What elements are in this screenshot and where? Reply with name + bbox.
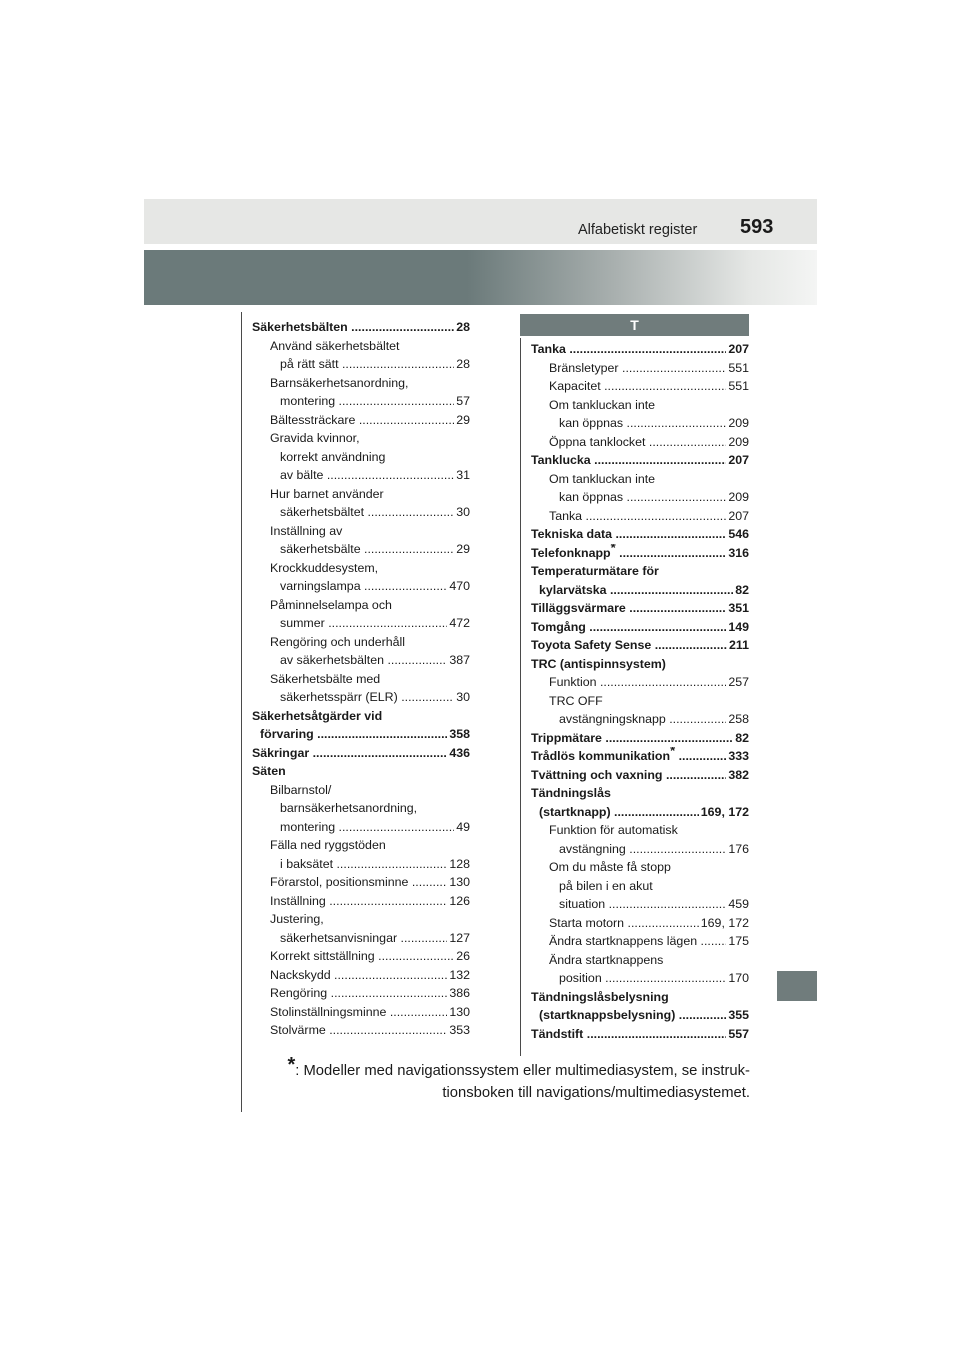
index-entry-page: 29 [454,540,470,559]
index-entry-term: säkerhetsbältet ..... [280,505,470,519]
index-entry [531,840,749,859]
index-entry-page: 258 [726,710,749,729]
index-entry [252,337,470,356]
index-entry-term: position ..... [559,971,749,985]
index-entry [531,488,749,507]
index-entry [252,577,470,596]
index-entry-term: av bälte ..... [280,468,470,482]
index-entry [531,636,749,655]
index-entry-term: Bränsletyper ..... [549,361,749,375]
index-entry-term: säkerhetsanvisningar ..... [280,931,470,945]
index-entry-page: 353 [447,1021,470,1040]
index-entry-page: 176 [726,840,749,859]
index-entry [531,525,749,544]
index-entry-page: 82 [733,581,749,600]
index-entry-term: avstängning ..... [559,842,749,856]
index-entry-term: Om tankluckan inte [549,397,656,412]
index-entry-term: Temperaturmätare för [531,564,659,578]
index-entry-page: 436 [447,744,470,763]
index-entry-page: 30 [454,688,470,707]
index-entry [252,947,470,966]
index-entry-page: 128 [447,855,470,874]
index-entry-page: 170 [726,969,749,988]
index-entry-page: 382 [726,766,749,785]
index-entry-term: säkerhetsspärr (ELR) ..... [280,690,470,704]
index-entry [252,374,470,393]
index-entry-term: Starta motorn ..... [549,916,749,930]
index-entry [531,858,749,877]
index-entry-term: Öppna tanklocket ..... [549,435,749,449]
index-entry-page: 551 [726,359,749,378]
index-entry-term: situation ..... [559,897,749,911]
index-entry-page: 57 [454,392,470,411]
index-entry [252,540,470,559]
index-entry [252,929,470,948]
index-entry-page: 132 [447,966,470,985]
index-entry-page: 28 [454,355,470,374]
index-entry-page: 175 [726,932,749,951]
index-entry-page: 546 [726,525,749,544]
index-entry-page: 207 [726,507,749,526]
index-entry-term: Justering, [270,912,324,926]
index-entry [531,821,749,840]
index-entry [252,744,470,763]
index-entry [252,707,470,726]
index-entry-term: summer ..... [280,616,470,630]
footnote-marker: * [670,747,676,758]
index-entry-term: Stolinställningsminne ..... [270,1005,470,1019]
index-entry [531,729,749,748]
footnote-marker: * [610,543,616,555]
index-entry-term: Tvättning och vaxning ..... [531,768,749,782]
index-entry [531,914,749,933]
index-entry-term: på rätt sätt ..... [280,357,470,371]
index-entry-term: montering ..... [280,820,470,834]
index-entry-page: 49 [454,818,470,837]
index-entry-page: 472 [447,614,470,633]
index-entry-page: 207 [726,451,749,470]
index-entry [531,655,749,674]
index-entry [531,951,749,970]
index-entry-term: Kapacitet ..... [549,379,749,393]
index-entry-term: Inställning ..... [270,894,470,908]
index-entry-term: Rengöring ..... [270,986,470,1000]
index-entry-term: Korrekt sittställning ..... [270,949,470,963]
index-entry-term: Funktion ..... [549,675,749,689]
index-entry-term: av säkerhetsbälten ..... [280,653,470,667]
index-entry-page: 557 [726,1025,749,1044]
index-entry [252,966,470,985]
index-entry-term: Krockkuddesystem, [270,560,379,575]
index-entry [531,1006,749,1025]
index-entry-term: Ändra startknappens [549,952,664,967]
index-entry-term: Om du måste få stopp [549,860,671,874]
index-entry [252,596,470,615]
index-entry [252,429,470,448]
index-entry-term: Säkerhetsbälten ..... [252,320,470,334]
index-entry-term: (startknappsbelysning) ..... [539,1008,749,1022]
index-entry-term: Gravida kvinnor, [270,431,360,445]
index-entry [531,562,749,581]
index-entry-page: 30 [454,503,470,522]
index-entry [531,618,749,637]
page-number: 593 [740,216,774,238]
index-entry [531,470,749,489]
index-entry [531,544,749,563]
section-letter-heading: T [520,314,749,336]
index-column-right [531,340,749,1043]
index-entry-term: Tanklucka ..... [531,453,749,467]
index-entry-term: Barnsäkerhetsanordning, [270,375,409,390]
index-entry [252,762,470,781]
footnote [252,1054,750,1104]
index-column-left [252,318,470,1040]
index-entry-term: Trådlös kommunikation [531,749,671,763]
index-entry-term: Tanka ..... [531,342,749,356]
index-entry-page: 333 [726,747,749,766]
footnote-mark: * [287,1054,296,1076]
index-entry [531,340,749,359]
index-entry-term: Förarstol, positionsminne ..... [270,875,470,889]
index-entry [531,581,749,600]
index-entry [252,910,470,929]
index-entry-term: Nackskydd ..... [270,968,470,982]
index-entry-page: 470 [447,577,470,596]
index-entry-term: Inställning av [270,523,343,538]
index-entry-page: 387 [447,651,470,670]
index-entry-page: 316 [726,544,749,563]
index-entry [531,692,749,711]
index-entry [531,932,749,951]
index-entry-term: avstängningsknapp ..... [559,712,749,726]
index-entry [531,766,749,785]
index-entry-term: Säkringar ..... [252,746,470,760]
index-entry-term: Tändstift ..... [531,1027,749,1041]
index-entry [531,747,749,766]
index-entry-page: 126 [447,892,470,911]
index-entry-term: säkerhetsbälte ..... [280,542,470,556]
index-entry [252,448,470,467]
index-entry [531,599,749,618]
index-entry-page: 358 [447,725,470,744]
index-entry-term: Tekniska data ..... [531,527,749,541]
index-entry-term: Om tankluckan inte [549,471,656,486]
index-entry-page: 355 [726,1006,749,1025]
index-entry-term: TRC (antispinnsystem) [531,656,666,671]
index-entry [252,799,470,818]
index-entry [252,466,470,485]
index-entry-page: 28 [454,318,470,337]
index-entry-page: 351 [726,599,749,618]
index-entry [252,392,470,411]
index-entry [531,377,749,396]
index-entry [252,503,470,522]
index-entry-page: 209 [726,414,749,433]
index-entry-page: 82 [733,729,749,748]
index-entry-page: 169, 172 [699,914,749,933]
index-entry [531,803,749,822]
index-entry-page: 386 [447,984,470,1003]
index-entry-term: Säkerhetsbälte med [270,671,381,686]
header-bar [144,199,817,244]
index-entry [531,433,749,452]
index-entry [531,451,749,470]
index-entry-term: Säkerhetsåtgärder vid [252,708,383,723]
index-entry-term: Funktion för automatisk [549,823,678,837]
index-entry [252,485,470,504]
index-entry [252,1021,470,1040]
index-entry-term: Tanka ..... [549,509,749,523]
index-entry [531,988,749,1007]
index-entry [252,651,470,670]
index-entry-page: 169, 172 [699,803,749,822]
index-entry-term: korrekt användning [280,449,386,464]
index-entry [252,836,470,855]
index-entry [252,633,470,652]
index-entry-page: 209 [726,488,749,507]
index-entry [252,670,470,689]
index-entry-page: 209 [726,433,749,452]
index-entry-term: Stolvärme ..... [270,1023,470,1037]
index-entry [252,559,470,578]
index-entry-page: 149 [726,618,749,637]
index-entry-term: på bilen i en akut [559,878,653,893]
index-entry [531,710,749,729]
index-entry-page: 207 [726,340,749,359]
index-entry [531,414,749,433]
index-entry [252,614,470,633]
index-entry-term: förvaring ..... [260,727,470,741]
index-entry-term: Bältessträckare ..... [270,413,470,427]
index-entry [252,1003,470,1022]
index-entry-term: Hur barnet använder [270,486,384,501]
index-entry [252,873,470,892]
index-entry-term: montering ..... [280,394,470,408]
index-entry [252,725,470,744]
index-entry-term: Tilläggsvärmare ..... [531,601,749,615]
footnote-line-2: tionsboken till navigations/multimediasystemet. [442,1085,750,1101]
index-entry [531,877,749,896]
index-entry-term: Fälla ned ryggstöden [270,838,386,852]
index-entry-term: Toyota Safety Sense ..... [531,638,749,652]
index-entry [252,318,470,337]
thumb-tab [777,971,817,1001]
index-entry [531,673,749,692]
index-entry-page: 551 [726,377,749,396]
index-entry-term: Bilbarnstol/ [270,782,332,797]
index-entry-page: 211 [727,636,749,655]
index-entry-page: 459 [726,895,749,914]
left-rule [241,312,242,1112]
index-entry-page: 257 [726,673,749,692]
index-entry [252,781,470,800]
index-entry-term: (startknapp) ..... [539,805,749,819]
index-entry-term: Säten [252,764,286,778]
index-entry [252,892,470,911]
index-entry-page: 31 [454,466,470,485]
index-entry-term: Tomgång ..... [531,620,749,634]
index-entry [252,855,470,874]
index-entry-page: 130 [447,1003,470,1022]
index-entry-term: kylarvätska ..... [539,583,749,597]
index-entry [531,1025,749,1044]
index-entry [252,688,470,707]
index-entry-term: Rengöring och underhåll [270,634,406,649]
index-entry-term: kan öppnas ..... [559,416,749,430]
header-band [144,250,817,305]
index-entry-term: Telefonknapp [531,545,611,560]
column-rule [520,338,521,1056]
index-entry-term: Tändningslåsbelysning [531,989,669,1004]
index-entry-term: Ändra startknappens lägen ..... [549,934,749,948]
index-entry-term: Använd säkerhetsbältet [270,338,400,353]
index-entry-term: TRC OFF [549,693,603,708]
index-entry [531,969,749,988]
index-entry [531,359,749,378]
index-entry [252,818,470,837]
index-entry-page: 130 [447,873,470,892]
index-entry-term: Påminnelselampa och [270,597,392,612]
index-entry [531,895,749,914]
index-entry-term: i baksätet ..... [280,857,470,871]
index-entry [252,355,470,374]
index-entry-term: Tändningslås [531,786,611,800]
header-title: Alfabetiskt register [578,222,698,238]
index-entry [531,507,749,526]
index-entry-page: 127 [447,929,470,948]
index-entry [531,784,749,803]
index-entry [252,411,470,430]
index-entry-page: 29 [454,411,470,430]
footnote-line-1: : Modeller med navigationssystem eller multimediasystem, se instruk- [295,1063,750,1079]
index-entry-page: 26 [454,947,470,966]
index-entry-term: Trippmätare ..... [531,731,749,745]
index-entry-term: barnsäkerhetsanordning, [280,801,418,815]
index-entry-term: varningslampa ..... [280,579,470,593]
index-entry [252,522,470,541]
index-entry-term: kan öppnas ..... [559,490,749,504]
index-entry [531,396,749,415]
index-entry [252,984,470,1003]
